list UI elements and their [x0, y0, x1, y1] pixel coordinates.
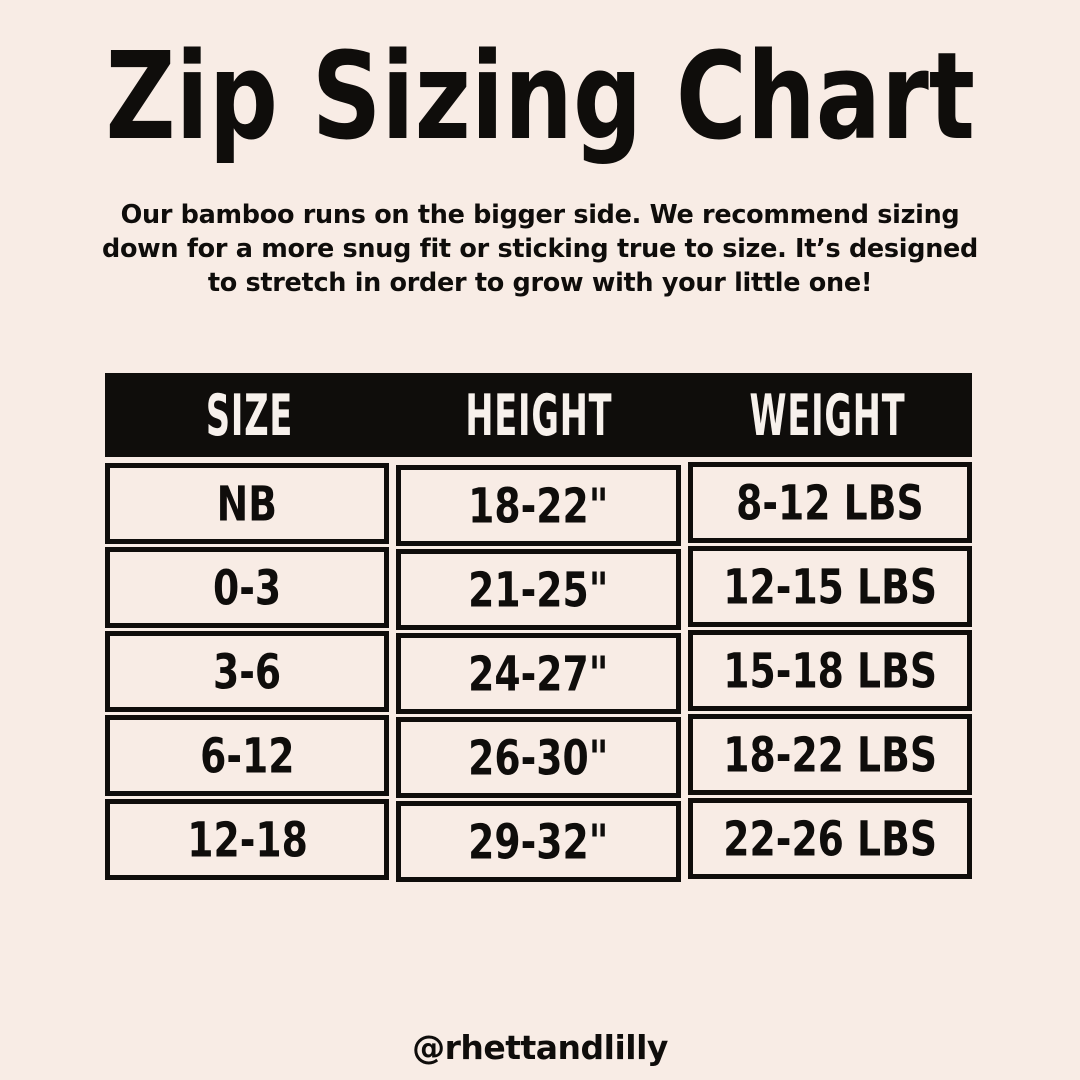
- cell-value: 21-25": [468, 561, 609, 618]
- cell-value: 26-30": [468, 729, 609, 786]
- column-header-weight-label: WEIGHT: [749, 381, 906, 449]
- cell-value: 22-26 LBS: [722, 810, 937, 867]
- table-cell-size: [105, 799, 389, 880]
- column-header-weight: [683, 381, 972, 449]
- cell-value: 24-27": [468, 645, 609, 702]
- table-cell-weight: [688, 798, 972, 879]
- page-title: [0, 25, 1080, 167]
- table-cell-size: [105, 631, 389, 712]
- cell-value: 12-15 LBS: [722, 558, 937, 615]
- cell-value: 0-3: [213, 559, 282, 616]
- table-cell-height: [396, 717, 680, 798]
- cell-value: 6-12: [199, 727, 295, 784]
- subtitle-line: down for a more snug fit or sticking true to size. It’s designed: [102, 234, 978, 264]
- table-cell-weight: [688, 630, 972, 711]
- cell-value: NB: [216, 475, 278, 532]
- table-cell-height: [396, 549, 680, 630]
- subtitle: [0, 198, 1080, 300]
- page-title-text: Zip Sizing Chart: [105, 25, 975, 167]
- table-cell-height: [396, 633, 680, 714]
- cell-value: 18-22": [468, 477, 609, 534]
- column-header-size: [105, 381, 394, 449]
- table-cell-weight: [688, 462, 972, 543]
- cell-value: 29-32": [468, 813, 609, 870]
- subtitle-line: Our bamboo runs on the bigger side. We recommend sizing: [120, 200, 960, 230]
- subtitle-line: to stretch in order to grow with your little one!: [207, 268, 873, 298]
- table-cell-size: [105, 547, 389, 628]
- column-header-height: [394, 381, 683, 449]
- sizing-table: [105, 373, 972, 880]
- cell-value: 12-18: [186, 811, 308, 868]
- table-cell-size: [105, 715, 389, 796]
- table-body: [105, 463, 972, 880]
- column-header-height-label: HEIGHT: [465, 381, 612, 449]
- table-cell-height: [396, 465, 680, 546]
- cell-value: 15-18 LBS: [722, 642, 937, 699]
- column-header-size-label: SIZE: [205, 381, 294, 449]
- cell-value: 18-22 LBS: [722, 726, 937, 783]
- cell-value: 3-6: [213, 643, 282, 700]
- cell-value: 8-12 LBS: [736, 474, 924, 531]
- table-cell-weight: [688, 714, 972, 795]
- footer-handle: @rhettandlilly: [412, 1028, 668, 1067]
- table-header-row: [105, 373, 972, 457]
- table-cell-height: [396, 801, 680, 882]
- table-cell-size: [105, 463, 389, 544]
- table-cell-weight: [688, 546, 972, 627]
